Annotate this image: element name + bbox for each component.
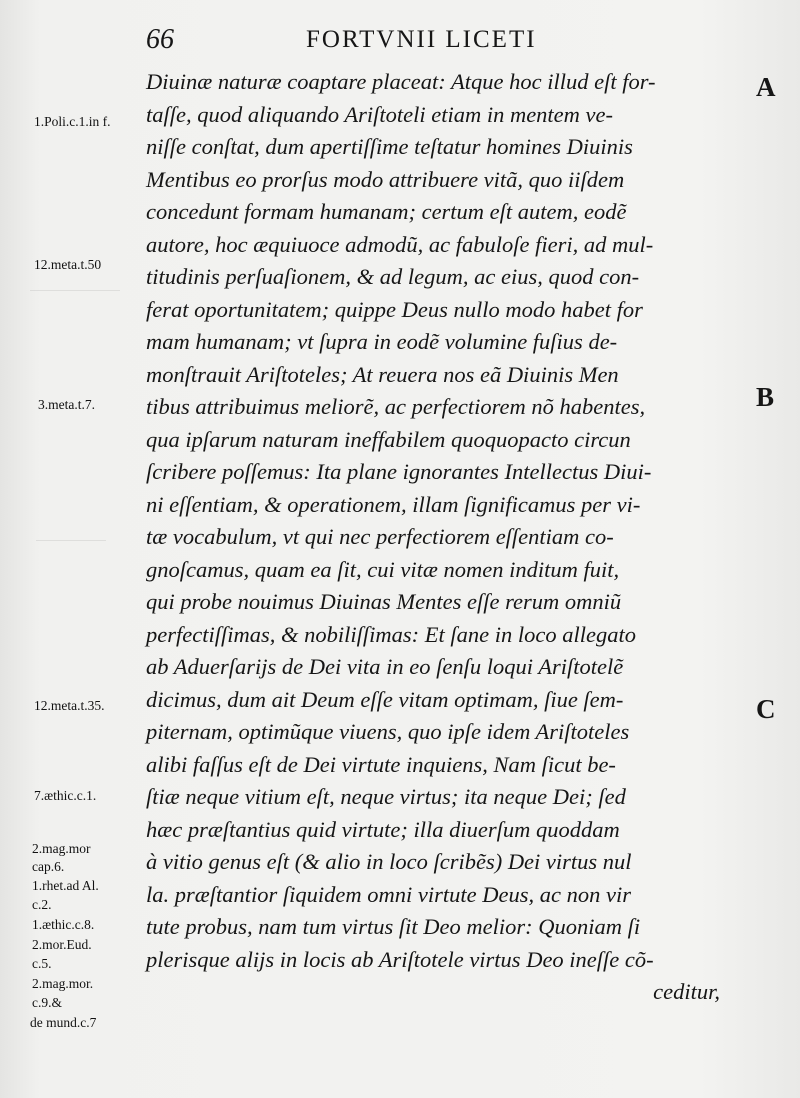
margin-note: 12.meta.t.50 [34, 257, 102, 272]
margin-note: 12.meta.t.35. [34, 698, 105, 713]
text-line: hæc præſtantius quid virtute; illa diuerſum quoddam [146, 816, 620, 842]
text-line: concedunt formam humanam; certum eſt autem, eodẽ [146, 199, 627, 224]
margin-note: 1.æthic.c.8. [32, 917, 95, 932]
running-header [146, 22, 606, 54]
text-line: Mentibus eo prorſus modo attribuere vitã, quo iiſdem [146, 166, 625, 192]
text-line: alibi faſſus eſt de Dei virtute inquiens, Nam ſicut be- [146, 751, 616, 777]
main-text-block [146, 66, 750, 1009]
page-number: 66 [146, 24, 174, 55]
text-line: gnoſcamus, quam ea ſit, cui vitæ nomen inditum fuit, [146, 556, 620, 582]
text-line: autore, hoc æquiuoce admodũ, ac fabuloſe fieri, ad mul- [146, 231, 654, 257]
text-line: à vitio genus eſt (& alio in loco ſcribẽs) Dei virtus nul [146, 849, 632, 874]
section-letter: B [756, 382, 775, 412]
margin-note: c.5. [32, 956, 52, 971]
text-line: tæ vocabulum, vt qui nec perfectiorem eſſentiam co- [146, 524, 614, 549]
text-line: ab Aduerſarijs de Dei vita in eo ſenſu loqui Ariſtotelẽ [146, 654, 624, 679]
margin-note: cap.6. [32, 859, 65, 874]
margin-note: c.9.& [32, 995, 62, 1010]
catchword-line: ceditur, [653, 979, 720, 1004]
text-line: plerisque alijs in locis ab Ariſtotele virtus Deo ineſſe cõ- [146, 946, 654, 972]
margin-note: 2.mag.mor [32, 841, 91, 856]
margin-note: 7.æthic.c.1. [34, 788, 97, 803]
text-line: tibus attribuimus meliorẽ, ac perfectiorem nõ habentes, [146, 394, 646, 419]
text-line: dicimus, dum ait Deum eſſe vitam optimam, ſiue ſem- [146, 686, 624, 712]
margin-note: 1.Poli.c.1.in f. [34, 114, 111, 129]
section-letter: A [756, 72, 776, 102]
margin-note: 1.rhet.ad Al. [32, 878, 99, 893]
text-line: mam humanam; vt ſupra in eodẽ volumine fuſius de- [146, 329, 618, 354]
margin-note: 2.mag.mor. [32, 976, 94, 991]
text-line: qui probe nouimus Diuinas Mentes eſſe rerum omniũ [146, 589, 622, 614]
text-line: taſſe, quod aliquando Ariſtoteli etiam in mentem ve- [146, 101, 614, 127]
text-line: ni eſſentiam, & operationem, illam ſignificamus per vi- [146, 491, 641, 517]
running-head-title: FORTVNII LICETI [306, 26, 537, 53]
text-line: piternam, optimũque viuens, quo ipſe idem Ariſtoteles [146, 719, 630, 744]
text-line: niſſe conſtat, dum apertiſſime teſtatur homines Diuinis [146, 134, 633, 159]
section-letter: C [756, 694, 776, 724]
text-line: la. præſtantior ſiquidem omni virtute Deus, ac non vir [146, 881, 631, 907]
margin-note: de mund.c.7 [30, 1015, 97, 1030]
show-through-marks [30, 290, 120, 331]
text-line: ſtiæ neque vitium eſt, neque virtus; ita neque Dei; ſed [146, 784, 626, 809]
margin-note: 3.meta.t.7. [38, 397, 95, 412]
text-line: qua ipſarum naturam ineffabilem quoquopacto circun [146, 426, 631, 452]
text-line: tute probus, nam tum virtus ſit Deo melior: Quoniam ſi [146, 914, 641, 939]
margin-note: c.2. [32, 897, 52, 912]
text-line: titudinis perſuaſionem, & ad legum, ac eius, quod con- [146, 264, 640, 289]
text-line: monſtrauit Ariſtoteles; At reuera nos eã Diuinis Men [146, 361, 619, 387]
text-line: ſcribere poſſemus: Ita plane ignorantes Intellectus Diui- [146, 459, 652, 484]
show-through-marks [36, 540, 106, 561]
text-line: perfectiſſimas, & nobiliſſimas: Et ſane in loco allegato [146, 621, 636, 647]
text-line: Diuinæ naturæ coaptare placeat: Atque hoc illud eſt for- [146, 69, 656, 94]
margin-note: 2.mor.Eud. [32, 937, 92, 952]
text-line: ferat oportunitatem; quippe Deus nullo modo habet for [146, 296, 643, 322]
